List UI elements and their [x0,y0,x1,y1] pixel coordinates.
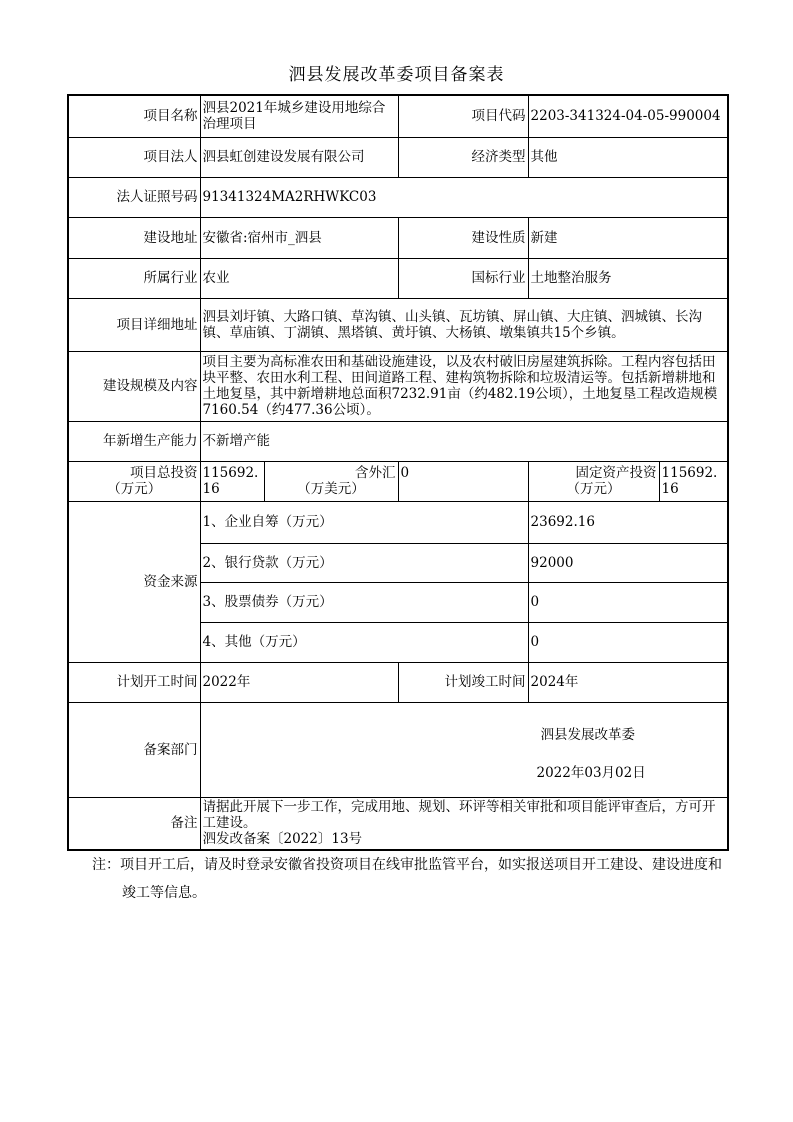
detail-address-label: 项目详细地址 [68,298,200,351]
row-remarks [68,797,728,850]
nature-label: 建设性质 [398,217,528,258]
row-industry [68,258,728,298]
start-time-label: 计划开工时间 [68,662,200,702]
row-funding-1 [68,501,728,543]
fixed-investment-unit: （万元） [566,481,621,497]
national-industry-value: 土地整治服务 [528,258,728,298]
industry-value: 农业 [200,258,398,298]
legal-person-value: 泗县虹创建设发展有限公司 [200,137,398,177]
page-title: 泗县发展改革委项目备案表 [288,65,505,85]
project-name-value: 泗县2021年城乡建设用地综合治理项目 [200,95,398,137]
remarks-text: 请据此开展下一步工作，完成用地、规划、环评等相关审批和项目能评审查后，方可开工建设。 [202,799,716,832]
row-legal-person [68,137,728,177]
nature-value: 新建 [528,217,728,258]
project-code-label: 项目代码 [398,95,528,137]
project-name-label: 项目名称 [68,95,200,137]
funding-item-name: 4、其他（万元） [200,622,528,662]
total-investment-value: 115692.16 [200,461,264,501]
detail-address-value: 泗县刘圩镇、大路口镇、草沟镇、山头镇、瓦坊镇、屏山镇、大庄镇、泗城镇、长沟镇、草庙镇、丁湖镇、黑塔镇、黄圩镇、大杨镇、墩集镇共15个乡镇。 [200,298,728,351]
filing-date: 2022年03月02日 [536,764,646,781]
start-time-value: 2022年 [200,662,398,702]
industry-label: 所属行业 [68,258,200,298]
legal-person-label: 项目法人 [68,137,200,177]
funding-item-value: 0 [528,582,728,622]
economy-type-label: 经济类型 [398,137,528,177]
foreign-exchange-title: 含外汇 [355,465,396,481]
filing-dept-name: 泗县发展改革委 [540,726,635,743]
capacity-label: 年新增生产能力 [68,421,200,461]
filing-dept-label: 备案部门 [68,702,200,797]
scale-label: 建设规模及内容 [68,351,200,421]
funding-item-value: 23692.16 [528,501,728,543]
foreign-exchange-value: 0 [398,461,528,501]
funding-item-value: 92000 [528,543,728,582]
national-industry-label: 国标行业 [398,258,528,298]
end-time-value: 2024年 [528,662,728,702]
row-license [68,177,728,217]
funding-item-name: 3、股票债券（万元） [200,582,528,622]
fixed-investment-value: 115692.16 [659,461,728,501]
row-investment [68,461,728,501]
fixed-investment-title: 固定资产投资 [575,465,657,481]
economy-type-value: 其他 [528,137,728,177]
funding-item-name: 1、企业自筹（万元） [200,501,528,543]
funding-label: 资金来源 [68,501,200,662]
row-schedule [68,662,728,702]
filing-dept-cell [200,702,728,797]
fixed-investment-label [528,461,659,501]
funding-item-name: 2、银行贷款（万元） [200,543,528,582]
row-filing-dept [68,702,728,797]
total-investment-label [68,461,200,501]
remarks-doc-number: 泗发改备案〔2022〕13号 [202,831,363,848]
license-value: 91341324MA2RHWKC03 [200,177,728,217]
total-investment-title: 项目总投资 [130,465,198,481]
funding-item-value: 0 [528,622,728,662]
end-time-label: 计划竣工时间 [398,662,528,702]
scale-value: 项目主要为高标准农田和基础设施建设，以及农村破旧房屋建筑拆除。工程内容包括田块平整、农田水利工程、田间道路工程、建构筑物拆除和垃圾清运等。包括新增耕地和土地复垦，其中新增耕地总面积7232.91亩（约482.19公顷），土地复垦工程改造规模7160.54（约477.36公顷）。 [200,351,728,421]
footnote: 注：项目开工后，请及时登录安徽省投资项目在线审批监管平台，如实报送项目开工建设、建设进度和竣工等信息。 [92,857,722,901]
row-detail-address [68,298,728,351]
site-value: 安徽省:宿州市_泗县 [200,217,398,258]
site-label: 建设地址 [68,217,200,258]
foreign-exchange-unit: （万美元） [297,481,365,497]
row-capacity [68,421,728,461]
row-project-name [68,95,728,137]
license-label: 法人证照号码 [68,177,200,217]
capacity-value: 不新增产能 [200,421,728,461]
remarks-cell [200,797,728,850]
project-code-value: 2203-341324-04-05-990004 [528,95,728,137]
foreign-exchange-label [264,461,398,501]
row-site [68,217,728,258]
filing-form-table [67,94,729,851]
remarks-label: 备注 [68,797,200,850]
row-scale [68,351,728,421]
total-investment-unit: （万元） [107,481,162,497]
